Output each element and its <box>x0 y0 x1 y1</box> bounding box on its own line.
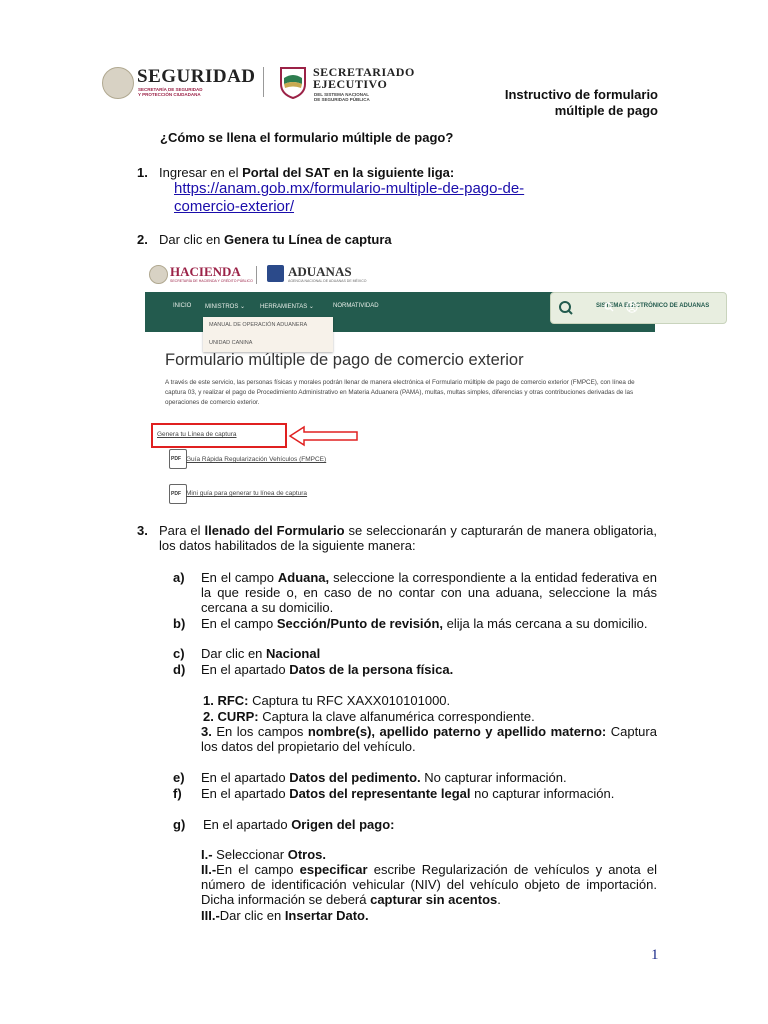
mexico-seal-icon <box>102 67 134 99</box>
hacienda-logo-sub: SECRETARÍA DE HACIENDA Y CRÉDITO PÚBLICO <box>170 279 253 283</box>
item-a-text: En el campo Aduana, seleccione la correspondiente a la entidad federativa en la que reside o, en caso de no contar con una aduana, seleccione la más cercana a su domicilio. <box>201 570 657 615</box>
sea-button[interactable]: SISTEMA ELECTRÓNICO DE ADUANAS <box>550 292 727 324</box>
item-label: e) <box>173 770 185 785</box>
nav-ministros[interactable]: MINISTROS ⌄ <box>205 304 246 310</box>
logo-divider <box>256 266 257 284</box>
sub-item-otros: I.- Seleccionar Otros. <box>201 847 327 862</box>
sub-item-nombres: 3. En los campos nombre(s), apellido paterno y apellido materno: Captura los datos del propietario del vehículo. <box>201 724 657 754</box>
question-heading: ¿Cómo se llena el formulario múltiple de pago? <box>160 130 454 145</box>
step-number: 1. <box>137 165 148 180</box>
item-label: d) <box>173 662 186 677</box>
seguridad-logo-title: SEGURIDAD <box>137 66 256 87</box>
item-c-text: Dar clic en Nacional <box>201 646 321 661</box>
item-f-text: En el apartado Datos del representante legal no capturar información. <box>201 786 615 801</box>
item-label: g) <box>173 817 186 832</box>
hacienda-logo: HACIENDA <box>170 264 241 279</box>
dropdown-item[interactable]: UNIDAD CANINA <box>209 340 253 346</box>
site-description: A través de este servicio, las personas físicas y morales podrán llenar de manera electrónica el Formulario múltiple de pago de comercio exterior (FMPCE), con línea de captura 03, y realizar el pago de Procedimiento Administrativo en Materia Aduanera (PAMA), multas, multas simples, diferencias y otras contribuciones derivadas de las operaciones de comercio exterior. <box>165 379 635 406</box>
step-number: 3. <box>137 523 148 538</box>
sea-icon <box>558 300 574 316</box>
guia-rapida-link[interactable]: Guía Rápida Regularización Vehículos (FMPCE) <box>186 456 327 463</box>
step-2-text: Dar clic en Genera tu Línea de captura <box>159 232 392 247</box>
item-label: a) <box>173 570 185 585</box>
step-number: 2. <box>137 232 148 247</box>
secretariado-logo-sub: DEL SISTEMA NACIONAL DE SEGURIDAD PÚBLICA <box>314 92 370 102</box>
mini-guia-link[interactable]: Mini guía para generar tu línea de captura <box>186 490 308 497</box>
item-d-text: En el apartado Datos de la persona física. <box>201 662 454 677</box>
user-icon[interactable] <box>626 301 638 313</box>
search-icon[interactable] <box>604 302 614 312</box>
seguridad-logo-sub: SECRETARÍA DE SEGURIDAD Y PROTECCIÓN CIUDADANA <box>138 87 203 97</box>
aduanas-logo: ADUANAS <box>288 264 352 279</box>
item-label: c) <box>173 646 185 661</box>
item-label: b) <box>173 616 186 631</box>
genera-linea-link[interactable]: Genera tu Línea de captura <box>157 431 237 438</box>
logo-divider <box>263 67 264 97</box>
pdf-icon: PDF <box>169 484 187 504</box>
page-number: 1 <box>651 947 659 963</box>
step-3-intro: Para el llenado del Formulario se seleccionarán y capturarán de manera obligatoria, los datos habilitados de la siguiente manera: <box>159 523 657 553</box>
nav-inicio[interactable]: INICIO <box>173 303 192 309</box>
ministros-dropdown <box>203 317 333 352</box>
sub-item-curp: 2. CURP: Captura la clave alfanumérica correspondiente. <box>203 709 535 724</box>
sub-item-rfc: 1. RFC: Captura tu RFC XAXX010101000. <box>203 693 451 708</box>
sub-item-especificar: II.-En el campo especificar escribe Regularización de vehículos y anota el número de identificación vehicular (NIV) del vehículo objeto de importación. Dicha información se deberá capturar sin acentos. <box>201 862 657 907</box>
item-e-text: En el apartado Datos del pedimento. No capturar información. <box>201 770 567 785</box>
mexico-seal-icon <box>149 265 168 284</box>
pdf-icon: PDF <box>169 449 187 469</box>
aduanas-logo-sub: AGENCIA NACIONAL DE ADUANAS DE MÉXICO <box>288 279 367 283</box>
secretariado-logo-title: SECRETARIADO EJECUTIVO <box>313 65 415 91</box>
step-1-text: Ingresar en el Portal del SAT en la siguiente liga: <box>159 165 455 180</box>
dropdown-item[interactable]: MANUAL DE OPERACIÓN ADUANERA <box>209 322 308 328</box>
secretariado-shield-icon <box>279 66 307 99</box>
item-label: f) <box>173 786 182 801</box>
sat-portal-link[interactable]: https://anam.gob.mx/formulario-multiple-de-pago-de- comercio-exterior/ <box>174 180 525 215</box>
item-b-text: En el campo Sección/Punto de revisión, elija la más cercana a su domicilio. <box>201 616 648 631</box>
red-arrow-icon <box>288 425 360 447</box>
document-title: Instructivo de formulario múltiple de pago <box>504 87 658 118</box>
sub-item-insertar: III.-Dar clic en Insertar Dato. <box>201 908 369 923</box>
aduanas-emblem-icon <box>267 265 284 282</box>
anam-website-screenshot <box>145 256 710 504</box>
nav-normatividad[interactable]: NORMATIVIDAD <box>333 303 379 309</box>
nav-herramientas[interactable]: HERRAMIENTAS ⌄ <box>260 304 314 310</box>
site-page-title: Formulario múltiple de pago de comercio exterior <box>165 351 524 369</box>
item-g-text: En el apartado Origen del pago: <box>203 817 395 832</box>
